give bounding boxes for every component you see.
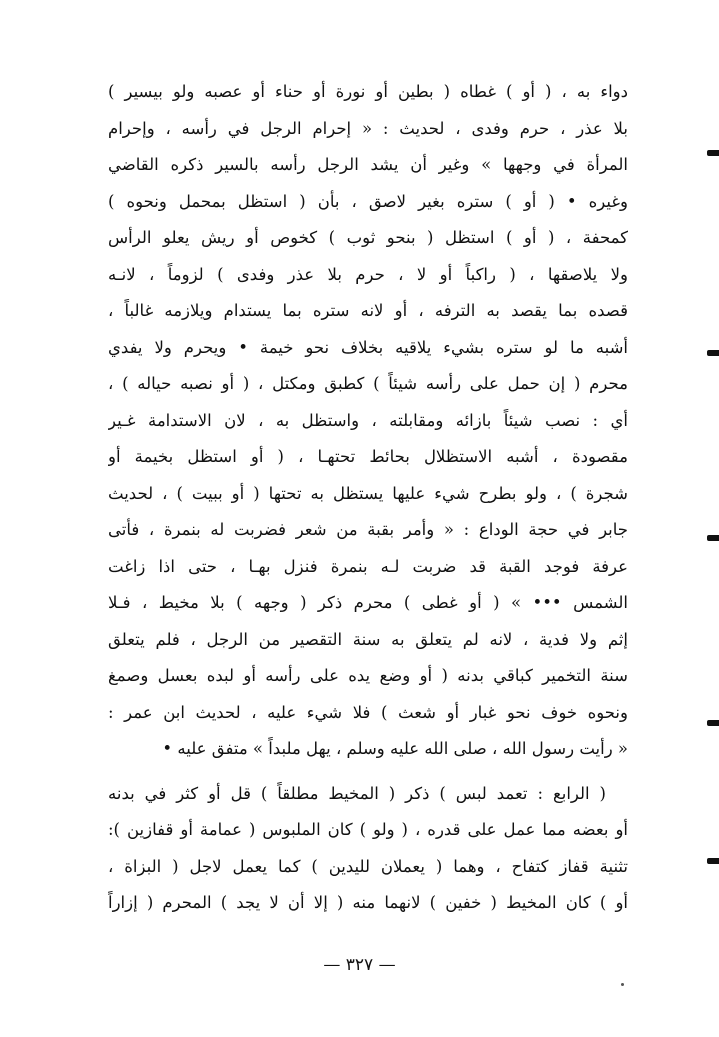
- print-speck: [621, 983, 624, 986]
- text-line: سنة التخمير كباقي بدنه ( أو وضع يده على رأسه أو لبده بعسل وصمغ: [108, 666, 628, 685]
- text-line: أي : نصب شيئاً بازائه ومقابلته ، واستظل به ، لان الاستدامة غـير: [108, 410, 628, 430]
- text-line: مقصودة ، أشبه الاستظلال بحائط تحتهـا ، ( أو استظل بخيمة أو: [108, 447, 628, 466]
- edge-tab-mark: [707, 535, 719, 541]
- edge-tab-mark: [707, 720, 719, 726]
- edge-tab-mark: [707, 858, 719, 864]
- text-line: المرأة في وجهها » وغير أن يشد الرجل رأسه بالسير ذكره القاضي: [108, 155, 628, 174]
- body-text: [108, 74, 628, 922]
- text-line: قصده بما يقصد به الترفه ، أو لانه ستره بما يستدام ويلازمه غالباً ،: [108, 301, 628, 320]
- text-line: عرفة فوجد القبة قد ضربت لـه بنمرة فنزل بهـا ، حتى اذا زاغت: [108, 556, 628, 576]
- text-line: إثم ولا فدية ، لانه لم يتعلق به سنة التقصير من الرجل ، فلم يتعلق: [108, 629, 628, 649]
- text-line: دواء به ، ( أو ) غطاه ( بطين أو نورة أو حناء أو عصبه ولو بيسير ): [108, 82, 628, 101]
- text-line: أو ) كان المخيط ( خفين ) لانهما منه ( إلا أن لا يجد ) المحرم ( إزاراً: [108, 893, 628, 912]
- text-line: ونحوه خوف نحو غبار أو شعث ) فلا شيء عليه ، لحديث ابن عمر :: [108, 702, 628, 722]
- text-line: تثنية قفاز كتفاح ، وهما ( يعملان لليدين ) كما يعمل لاجل ( البزاة ،: [108, 856, 628, 876]
- text-line: الشمس ••• » ( أو غطى ) محرم ذكر ( وجهه ) بلا مخيط ، فـلا: [108, 593, 628, 612]
- edge-tab-mark: [707, 350, 719, 356]
- text-line: وغيره • ( أو ) ستره بغير لاصق ، بأن ( استظل بمحمل ونحوه ): [108, 191, 628, 211]
- text-line: « رأيت رسول الله ، صلى الله عليه وسلم ، يهل ملبداً » متفق عليه •: [162, 739, 628, 758]
- text-line: محرم ( إن حمل على رأسه شيئاً ) كطبق ومكتل ، ( أو نصبه حياله ) ،: [108, 374, 628, 393]
- text-line: ولا يلاصقها ، ( راكباً أو لا ، حرم بلا عذر وفدى ) لزوماً ، لانـه: [108, 264, 628, 284]
- text-line: جابر في حجة الوداع : « وأمر بقبة من شعر فضربت له بنمرة ، فأتى: [108, 520, 628, 539]
- text-line: كمحفة ، ( أو ) استظل ( بنحو ثوب ) كخوص أو ريش يعلو الرأس: [108, 228, 628, 247]
- text-line: أو بعضه مما عمل على قدره ، ( ولو ) كان الملبوس ( عمامة أو قفازين ):: [108, 820, 628, 839]
- page-number: — ٣٢٧ —: [323, 955, 396, 975]
- edge-tab-mark: [707, 150, 719, 156]
- text-line: بلا عذر ، حرم وفدى ، لحديث : « إحرام الرجل في رأسه ، وإحرام: [108, 118, 628, 138]
- paragraph-start-line: ( الرابع : تعمد لبس ) ذكر ( المخيط مطلقاً ) قل أو كثر في بدنه: [108, 783, 606, 803]
- text-line: شجرة ) ، ولو بطرح شيء عليها يستظل به تحتها ( أو ببيت ) ، لحديث: [108, 483, 628, 503]
- text-line: أشبه ما لو ستره بشيء يلاقيه بخلاف نحو خيمة • ويحرم ولا يفدي: [108, 337, 628, 357]
